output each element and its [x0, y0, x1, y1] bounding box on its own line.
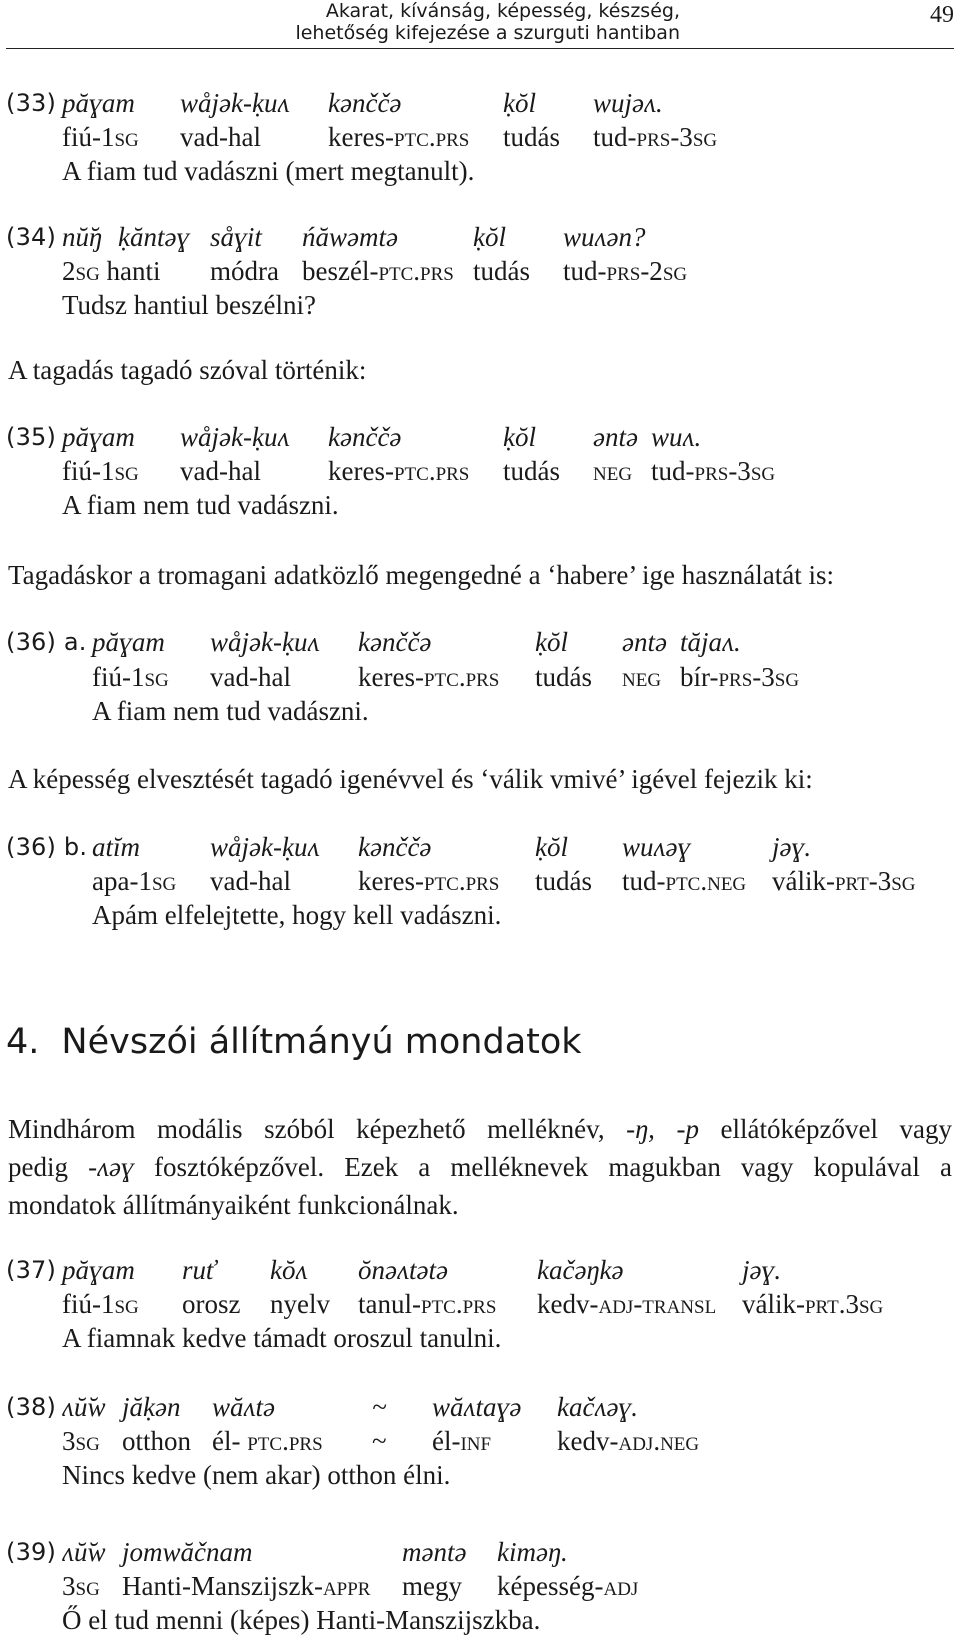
gloss-word — [92, 862, 176, 900]
gloss-word: vad-hal — [210, 866, 291, 896]
gloss-part: beszél- — [302, 256, 379, 286]
gloss-word — [122, 1567, 370, 1605]
example-35-gloss-line — [0, 452, 960, 490]
gloss-part: tud- — [563, 256, 607, 286]
vernacular-word: wåjək-ḳuʌ — [210, 832, 320, 862]
gloss-word — [62, 1567, 100, 1605]
gloss-abbreviation: appr — [322, 1571, 371, 1601]
paragraph-negation — [8, 351, 952, 389]
gloss-word: tudás — [535, 662, 592, 692]
gloss-word — [62, 1422, 100, 1460]
example-33-translation — [0, 152, 960, 190]
gloss-part: képesség- — [497, 1571, 604, 1601]
vernacular-word: kənččə — [328, 88, 402, 118]
example-34-gloss-line — [0, 252, 960, 290]
gloss-part: tud- — [622, 866, 666, 896]
gloss-part: -3 — [728, 456, 751, 486]
gloss-part: fiú-1 — [62, 122, 115, 152]
vernacular-word: ŏnəʌtətə — [358, 1255, 448, 1285]
vernacular-word: kačəŋkə — [537, 1255, 624, 1285]
section-number: 4. — [6, 1022, 40, 1062]
gloss-abbreviation: ptc.prs — [420, 1289, 497, 1319]
gloss-abbreviation: sg — [891, 866, 916, 896]
gloss-part: hanti — [99, 256, 161, 286]
vernacular-word: tăjaʌ. — [680, 627, 741, 657]
example-36b-translation — [0, 896, 960, 934]
example-33-gloss-line — [0, 118, 960, 156]
vernacular-word: păɣam — [62, 422, 135, 452]
gloss-word — [62, 118, 139, 156]
vernacular-word: əntə — [593, 422, 638, 452]
vernacular-word: ḳŏl — [535, 832, 568, 862]
gloss-abbreviation: inf — [460, 1426, 492, 1456]
gloss-part: tanul- — [358, 1289, 421, 1319]
example-36b-vernacular-line — [0, 828, 960, 866]
gloss-part: keres- — [328, 122, 394, 152]
gloss-word — [358, 1285, 496, 1323]
gloss-abbreviation: adj-transl — [598, 1289, 717, 1319]
vernacular-word: păɣam — [92, 627, 165, 657]
vernacular-word: wåjək-ḳuʌ — [210, 627, 320, 657]
paragraph-text: pedig — [8, 1152, 89, 1182]
gloss-word — [302, 252, 454, 290]
gloss-word: otthon — [122, 1426, 192, 1456]
gloss-abbreviation: sg — [114, 1289, 139, 1319]
gloss-word: megy — [402, 1571, 462, 1601]
example-37-translation — [0, 1319, 960, 1357]
vernacular-word: kənččə — [358, 627, 432, 657]
gloss-word: módra — [210, 256, 279, 286]
gloss-word: tudás — [473, 256, 530, 286]
example-number: (37) — [6, 1256, 57, 1284]
gloss-word — [62, 1285, 139, 1323]
gloss-abbreviation: ptc.prs — [423, 662, 500, 692]
gloss-word — [537, 1285, 716, 1323]
vernacular-word: păɣam — [62, 1255, 135, 1285]
gloss-part: válik- — [742, 1289, 805, 1319]
vernacular-word: ḳŏl — [473, 222, 506, 252]
vernacular-word: ḳăntəɣ — [118, 222, 190, 252]
gloss-word — [62, 452, 139, 490]
gloss-part: válik- — [772, 866, 835, 896]
vernacular-word: wåjək-ḳuʌ — [180, 422, 290, 452]
example-36a-translation — [0, 692, 960, 730]
gloss-part: -3 — [752, 662, 775, 692]
gloss-abbreviation: sg — [750, 456, 776, 486]
gloss-abbreviation: sg — [144, 662, 169, 692]
running-head-line-1: Akarat, kívánság, képesség, készség, — [325, 0, 680, 22]
gloss-abbreviation: sg — [114, 456, 139, 486]
vernacular-word: jəɣ. — [742, 1255, 782, 1285]
example-35-translation — [0, 486, 960, 524]
example-34-translation — [0, 286, 960, 324]
gloss-abbreviation: ptc.prs — [393, 456, 470, 486]
gloss-part: 3 — [62, 1426, 76, 1456]
vernacular-word: nŭ̆ŋ — [62, 222, 103, 252]
vernacular-word: kačʌəɣ. — [557, 1392, 639, 1422]
example-34-vernacular-line — [0, 218, 960, 256]
translation-text: Nincs kedve (nem akar) otthon élni. — [62, 1460, 451, 1490]
paragraph-text: Tagadáskor a tromagani adatközlő megengedné a ‘habere’ ige használatát is: — [8, 560, 834, 590]
gloss-abbreviation: prs — [718, 662, 753, 692]
example-33-vernacular-line — [0, 84, 960, 122]
gloss-abbreviation: ptc.prs — [393, 122, 470, 152]
vernacular-word: ~ — [372, 1392, 387, 1422]
gloss-word: ~ — [372, 1426, 387, 1456]
gloss-abbreviation: neg — [622, 662, 662, 692]
gloss-part: keres- — [328, 456, 394, 486]
gloss-part: -3 — [670, 122, 693, 152]
gloss-part: 3 — [845, 1289, 859, 1319]
gloss-word — [497, 1567, 638, 1605]
gloss-word — [358, 862, 499, 900]
translation-text: Apám elfelejtette, hogy kell vadászni. — [92, 900, 502, 930]
translation-text: A fiamnak kedve támadt oroszul tanulni. — [62, 1323, 502, 1353]
translation-text: A fiam tud vadászni (mert megtanult). — [62, 156, 475, 186]
gloss-word: vad-hal — [210, 662, 291, 692]
gloss-part: él- — [212, 1426, 241, 1456]
gloss-part: fiú-1 — [62, 456, 115, 486]
example-38-translation — [0, 1456, 960, 1494]
vernacular-word: kənččə — [328, 422, 402, 452]
section-heading — [6, 1020, 582, 1064]
gloss-word: tudás — [503, 456, 560, 486]
paragraph-habere — [8, 556, 952, 594]
translation-text: Ő el tud menni (képes) Hanti-Manszijszkba. — [62, 1605, 541, 1635]
vernacular-word: jăḳən — [122, 1392, 181, 1422]
gloss-abbreviation: ptc.prs — [378, 256, 454, 286]
paragraph-line: mondatok állítmányaiként funkcionálnak. — [8, 1190, 459, 1220]
vernacular-word: wåjək-ḳuʌ — [180, 88, 290, 118]
suffix-example: -ʌəɣ — [88, 1152, 134, 1182]
gloss-abbreviation: ptc.neg — [665, 866, 747, 896]
vernacular-word: ḳŏl — [503, 422, 536, 452]
example-number: (34) — [6, 223, 57, 251]
gloss-part: kedv- — [537, 1289, 599, 1319]
example-number: (35) — [6, 423, 57, 451]
gloss-abbreviation: sg — [75, 256, 100, 286]
gloss-abbreviation: sg — [75, 1426, 100, 1456]
vernacular-word: păɣam — [62, 88, 135, 118]
gloss-part: Hanti-Manszijszk- — [122, 1571, 323, 1601]
gloss-word — [593, 118, 717, 156]
vernacular-word: wăʌtaɣə — [432, 1392, 522, 1422]
gloss-abbreviation: sg — [151, 866, 177, 896]
vernacular-word: ʌŭ̆w — [62, 1392, 106, 1422]
vernacular-word: jəɣ. — [772, 832, 812, 862]
gloss-abbreviation: adj — [603, 1571, 639, 1601]
vernacular-word: wuʌ. — [651, 422, 702, 452]
example-number: (36) a. — [6, 628, 87, 656]
gloss-abbreviation: prs — [606, 256, 641, 286]
gloss-word — [742, 1285, 883, 1323]
example-number: (39) — [6, 1538, 57, 1566]
gloss-abbreviation: ptc.prs — [423, 866, 500, 896]
paragraph-text: ellátóképzővel vagy — [698, 1114, 952, 1144]
vernacular-word: kŏʌ — [270, 1255, 308, 1285]
vernacular-word: ḳŏl — [535, 627, 568, 657]
running-head-line-2: lehetőség kifejezése a szurguti hantiban — [295, 22, 680, 44]
paragraph-text: A képesség elvesztését tagadó igenévvel és ‘válik vmivé’ igével fejezik ki: — [8, 764, 813, 794]
paragraph-text: fosztóképzővel. Ezek a melléknevek magukban vagy kopulával a — [133, 1152, 952, 1182]
vernacular-word: əntə — [622, 627, 667, 657]
gloss-part: tud- — [651, 456, 695, 486]
gloss-part: 2 — [62, 256, 76, 286]
example-37-vernacular-line — [0, 1251, 960, 1289]
example-35-vernacular-line — [0, 418, 960, 456]
gloss-abbreviation: sg — [114, 122, 139, 152]
gloss-word: tudás — [503, 122, 560, 152]
gloss-part: keres- — [358, 662, 424, 692]
vernacular-word: ńăwəmtə — [302, 222, 398, 252]
paragraph-ability-loss — [8, 760, 952, 798]
vernacular-word: ruť — [182, 1255, 216, 1285]
gloss-word — [622, 862, 746, 900]
running-head — [0, 0, 680, 44]
translation-text: Tudsz hantiul beszélni? — [62, 290, 316, 320]
gloss-part: él- — [432, 1426, 461, 1456]
gloss-word — [651, 452, 775, 490]
paragraph-adjectives — [8, 1110, 952, 1224]
gloss-word — [557, 1422, 699, 1460]
paragraph-text: Mindhárom modális szóból képezhető melléknév, — [8, 1114, 627, 1144]
gloss-part: fiú-1 — [92, 662, 145, 692]
paragraph-line — [8, 1110, 952, 1148]
vernacular-word: wujəʌ. — [593, 88, 663, 118]
gloss-part: keres- — [358, 866, 424, 896]
example-number: (38) — [6, 1393, 57, 1421]
example-37-gloss-line — [0, 1285, 960, 1323]
vernacular-word: məntə — [402, 1537, 467, 1567]
vernacular-word: atĭm — [92, 832, 141, 862]
example-39-translation — [0, 1601, 960, 1639]
gloss-word — [328, 118, 469, 156]
vernacular-word: ḳŏl — [503, 88, 536, 118]
gloss-abbreviation: sg — [75, 1571, 100, 1601]
vernacular-word: wuʌəɣ — [622, 832, 691, 862]
gloss-part: -3 — [868, 866, 892, 896]
example-36a-gloss-line — [0, 658, 960, 696]
example-number: (36) b. — [6, 833, 88, 861]
vernacular-word: wuʌən? — [563, 222, 646, 252]
example-38-gloss-line — [0, 1422, 960, 1460]
gloss-word — [772, 862, 916, 900]
gloss-abbreviation: ptc.prs — [247, 1426, 323, 1456]
example-36a-vernacular-line — [0, 623, 960, 661]
vernacular-word: kiməŋ. — [497, 1537, 568, 1567]
example-number: (33) — [6, 89, 57, 117]
vernacular-word: wăʌtə — [212, 1392, 275, 1422]
gloss-abbreviation: sg — [774, 662, 800, 692]
vernacular-word: såɣit — [210, 222, 262, 252]
vernacular-word: ʌŭ̆w — [62, 1537, 106, 1567]
gloss-part: tud- — [593, 122, 637, 152]
example-38-vernacular-line — [0, 1388, 960, 1426]
gloss-abbreviation: sg — [662, 256, 688, 286]
paragraph-line — [8, 1148, 952, 1186]
gloss-abbreviation: sg — [692, 122, 718, 152]
gloss-word — [432, 1422, 491, 1460]
vernacular-word: jomwăčnam — [122, 1537, 253, 1567]
gloss-part: bír- — [680, 662, 719, 692]
gloss-word — [563, 252, 687, 290]
page-number: 49 — [930, 2, 954, 28]
gloss-part: kedv- — [557, 1426, 619, 1456]
gloss-word: nyelv — [270, 1289, 330, 1319]
gloss-word — [212, 1422, 323, 1460]
example-39-gloss-line — [0, 1567, 960, 1605]
gloss-part: fiú-1 — [62, 1289, 115, 1319]
gloss-word — [92, 658, 169, 696]
gloss-abbreviation: prs — [694, 456, 729, 486]
vernacular-word: kənččə — [358, 832, 432, 862]
paragraph-text: A tagadás tagadó szóval történik: — [8, 355, 367, 385]
gloss-word: vad-hal — [180, 122, 261, 152]
gloss-abbreviation: prt. — [804, 1289, 846, 1319]
suffix-example: -ŋ, -p — [626, 1114, 699, 1144]
example-39-vernacular-line — [0, 1533, 960, 1571]
gloss-word: vad-hal — [180, 456, 261, 486]
gloss-word: orosz — [182, 1289, 241, 1319]
gloss-part: -2 — [640, 256, 663, 286]
gloss-part: apa-1 — [92, 866, 152, 896]
header-rule — [6, 48, 954, 49]
gloss-part: 3 — [62, 1571, 76, 1601]
gloss-word: tudás — [535, 866, 592, 896]
gloss-abbreviation: adj.neg — [618, 1426, 700, 1456]
section-title: Névszói állítmányú mondatok — [61, 1022, 582, 1062]
gloss-word — [328, 452, 469, 490]
gloss-word — [680, 658, 799, 696]
translation-text: A fiam nem tud vadászni. — [92, 696, 369, 726]
gloss-abbreviation: prs — [636, 122, 671, 152]
gloss-abbreviation: sg — [858, 1289, 884, 1319]
gloss-word — [358, 658, 499, 696]
gloss-abbreviation: prt — [834, 866, 869, 896]
gloss-abbreviation: neg — [593, 456, 633, 486]
example-36b-gloss-line — [0, 862, 960, 900]
gloss-word — [62, 252, 161, 290]
translation-text: A fiam nem tud vadászni. — [62, 490, 339, 520]
